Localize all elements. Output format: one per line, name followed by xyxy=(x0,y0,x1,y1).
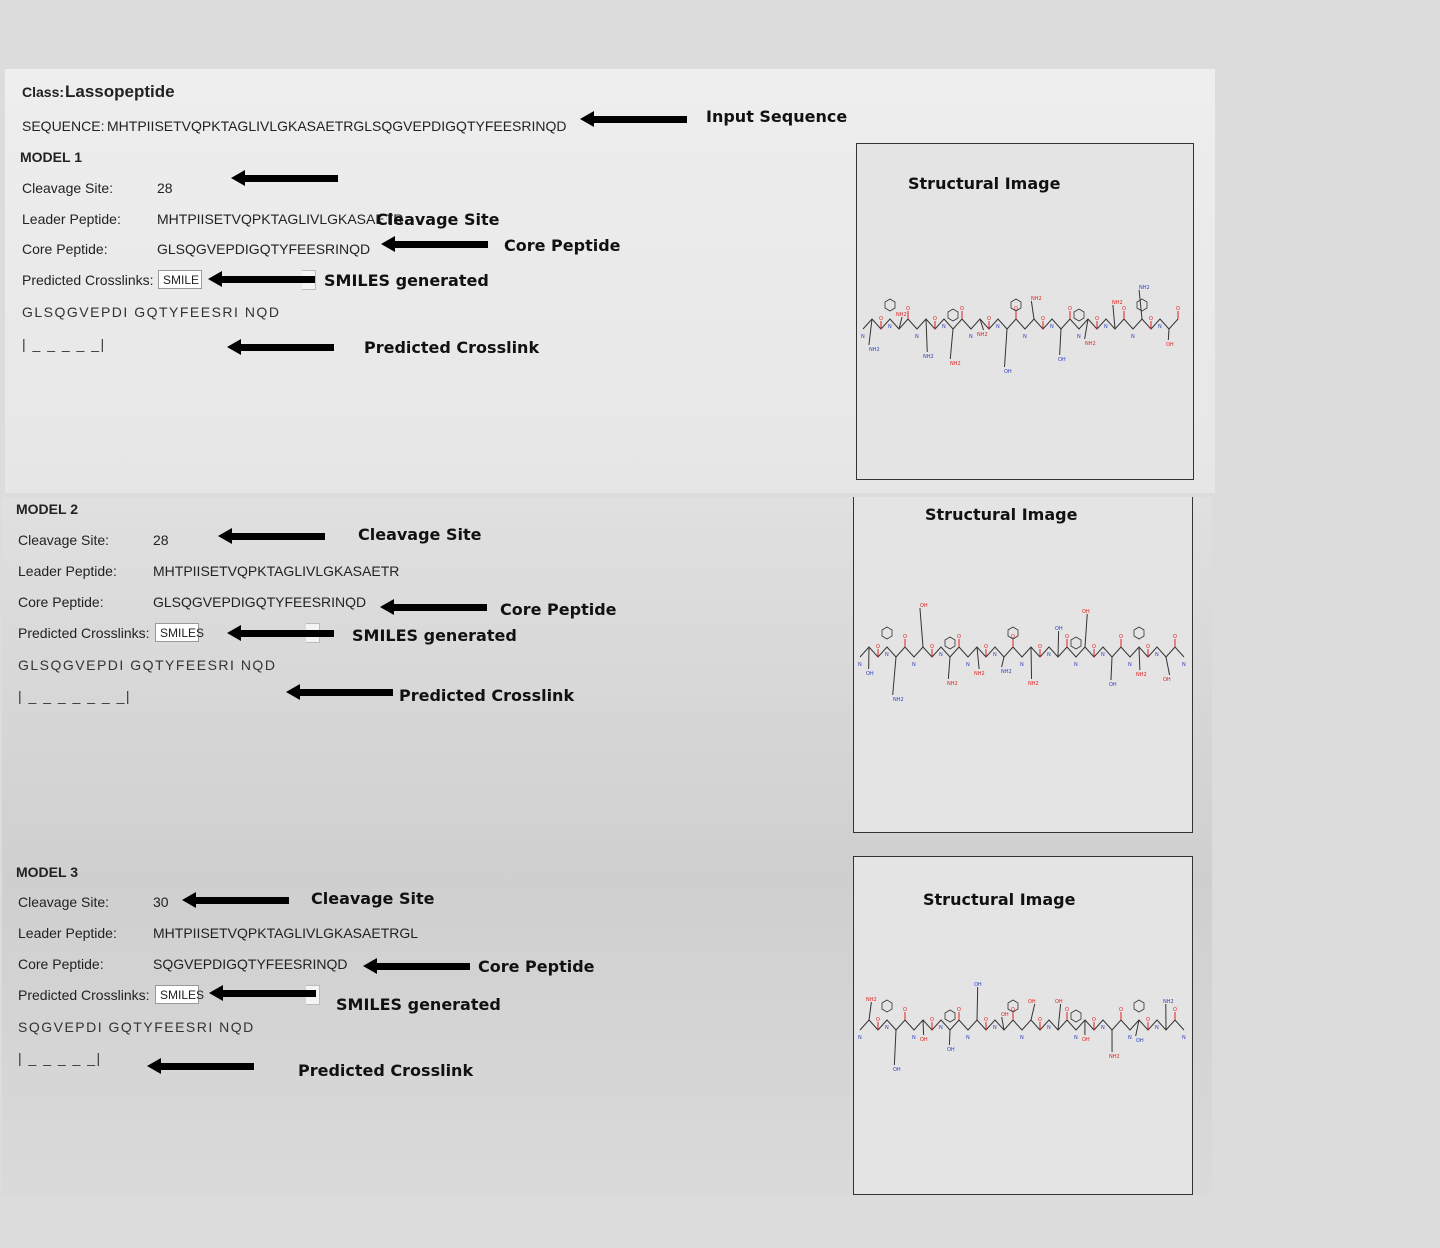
oxygen-label: O xyxy=(957,1007,961,1013)
nitrogen-label: N xyxy=(1155,1025,1159,1031)
nitrogen-label: N xyxy=(993,652,997,658)
atom-label: NH2 xyxy=(923,354,934,360)
model-3-smiles-text: SMILES xyxy=(160,988,205,1002)
nitrogen-label: N xyxy=(1074,1035,1078,1041)
atom-label: NH2 xyxy=(974,671,985,677)
nitrogen-label: N xyxy=(1047,652,1051,658)
model-2-annotation-core-peptide: Core Peptide xyxy=(500,600,617,619)
oxygen-label: O xyxy=(984,1017,988,1023)
oxygen-label: O xyxy=(1146,644,1150,650)
side-chain-bond xyxy=(950,329,953,359)
model-1-molecule-drawing xyxy=(857,264,1193,384)
left-arrow-icon xyxy=(147,1059,254,1073)
model-3-crosslink-sequence: SQGVEPDI GQTYFEESRI NQD xyxy=(18,1019,255,1035)
model-3-molecule-drawing xyxy=(854,965,1192,1085)
model-3-leader-value: MHTPIISETVQPKTAGLIVLGKASAETRGL xyxy=(153,925,419,941)
oxygen-label: O xyxy=(1149,316,1153,322)
oxygen-label: O xyxy=(1173,1007,1177,1013)
atom-label: OH xyxy=(893,1067,901,1073)
atom-label: NH2 xyxy=(947,681,958,687)
atom-label: OH xyxy=(1004,369,1012,375)
backbone-bond xyxy=(860,1020,1184,1030)
oxygen-label: O xyxy=(1014,306,1018,312)
atom-label: NH2 xyxy=(866,997,877,1003)
oxygen-label: O xyxy=(1068,306,1072,312)
ring xyxy=(882,627,892,639)
model-1-structure-title: Structural Image xyxy=(908,174,1061,193)
atom-label: NH2 xyxy=(977,332,988,338)
model-1-leader-value: MHTPIISETVQPKTAGLIVLGKASAETR xyxy=(157,211,404,227)
model-2-structure-image xyxy=(853,497,1193,833)
nitrogen-label: N xyxy=(858,1035,862,1041)
side-chain-bond xyxy=(1031,301,1034,319)
side-chain-bond xyxy=(1002,657,1004,667)
side-chain-bond xyxy=(1005,329,1007,367)
model-2-cleavage-value: 28 xyxy=(153,532,169,548)
model-1-smiles-text: SMILE xyxy=(163,273,200,287)
oxygen-label: O xyxy=(1173,634,1177,640)
model-3-leader-label: Leader Peptide: xyxy=(18,925,117,941)
left-arrow-icon xyxy=(227,626,334,640)
class-label: Class: xyxy=(22,84,65,100)
side-chain-bond xyxy=(869,319,872,345)
oxygen-label: O xyxy=(1065,634,1069,640)
nitrogen-label: N xyxy=(1020,662,1024,668)
atom-label: NH2 xyxy=(1136,672,1147,678)
backbone-bond xyxy=(863,319,1178,329)
nitrogen-label: N xyxy=(942,324,946,330)
oxygen-label: O xyxy=(1146,1017,1150,1023)
nitrogen-label: N xyxy=(1101,652,1105,658)
oxygen-label: O xyxy=(1092,1017,1096,1023)
model-2-leader-value: MHTPIISETVQPKTAGLIVLGKASAETR xyxy=(153,563,400,579)
ring xyxy=(1134,627,1144,639)
nitrogen-label: N xyxy=(969,334,973,340)
model-3-structure-image xyxy=(853,856,1193,1195)
atom-label: OH xyxy=(1082,609,1090,615)
nitrogen-label: N xyxy=(1182,662,1186,668)
ring xyxy=(1071,1010,1081,1022)
nitrogen-label: N xyxy=(861,334,865,340)
nitrogen-label: N xyxy=(885,652,889,658)
oxygen-label: O xyxy=(1119,1007,1123,1013)
side-chain-bond xyxy=(949,1030,950,1045)
side-chain-bond xyxy=(948,657,950,679)
ring xyxy=(945,637,955,649)
left-arrow-icon xyxy=(580,112,687,126)
model-3-crosslink-pattern: | _ _ _ _ _| xyxy=(18,1050,102,1066)
oxygen-label: O xyxy=(933,316,937,322)
model-1-annotation-cleavage-site: Cleavage Site xyxy=(376,210,500,229)
left-arrow-icon xyxy=(218,529,325,543)
ring xyxy=(1137,299,1147,311)
nitrogen-label: N xyxy=(1131,334,1135,340)
atom-label: OH xyxy=(974,982,982,988)
model-1-cleavage-label: Cleavage Site: xyxy=(22,180,114,196)
side-chain-bond xyxy=(894,1030,896,1065)
side-chain-bond xyxy=(926,319,927,352)
side-chain-bond xyxy=(1168,329,1169,340)
oxygen-label: O xyxy=(930,644,934,650)
left-arrow-icon xyxy=(208,272,315,286)
model-1-leader-label: Leader Peptide: xyxy=(22,211,121,227)
side-chain-bond xyxy=(920,608,923,647)
model-1-crosslink-sequence: GLSQGVEPDI GQTYFEESRI NQD xyxy=(22,304,281,320)
model-2-core-label: Core Peptide: xyxy=(18,594,104,610)
oxygen-label: O xyxy=(903,1007,907,1013)
nitrogen-label: N xyxy=(939,652,943,658)
side-chain-bond xyxy=(1085,614,1087,647)
side-chain-bond xyxy=(1139,647,1140,670)
side-chain-bond xyxy=(1139,290,1142,319)
model-1-core-value: GLSQGVEPDIGQTYFEESRINQD xyxy=(157,241,371,257)
ring xyxy=(1074,309,1084,321)
atom-label: OH xyxy=(947,1047,955,1053)
nitrogen-label: N xyxy=(1047,1025,1051,1031)
model-3-cleavage-label: Cleavage Site: xyxy=(18,894,110,910)
left-arrow-icon xyxy=(227,340,334,354)
atom-label: OH xyxy=(1166,342,1174,348)
nitrogen-label: N xyxy=(1158,324,1162,330)
model-3-annotation-core-peptide: Core Peptide xyxy=(478,957,595,976)
atom-label: OH xyxy=(1055,999,1063,1005)
model-1-smiles-field[interactable] xyxy=(158,270,202,289)
sequence-value: MHTPIISETVQPKTAGLIVLGKASAETRGLSQGVEPDIGQTYFEESRINQD xyxy=(107,118,567,134)
side-chain-bond xyxy=(1111,657,1112,680)
atom-label: NH2 xyxy=(1139,285,1150,291)
oxygen-label: O xyxy=(1119,634,1123,640)
side-chain-bond xyxy=(1166,657,1170,675)
oxygen-label: O xyxy=(1011,634,1015,640)
ring xyxy=(1134,1000,1144,1012)
model-1-annotation-smiles: SMILES generated xyxy=(324,271,489,290)
oxygen-label: O xyxy=(876,1017,880,1023)
model-2-crosslinks-label: Predicted Crosslinks: xyxy=(18,625,150,641)
side-chain-bond xyxy=(977,647,979,669)
oxygen-label: O xyxy=(960,306,964,312)
atom-label: NH2 xyxy=(869,347,880,353)
side-chain-bond xyxy=(869,1002,871,1020)
nitrogen-label: N xyxy=(1074,662,1078,668)
oxygen-label: O xyxy=(1122,306,1126,312)
nitrogen-label: N xyxy=(1104,324,1108,330)
model-2-leader-label: Leader Peptide: xyxy=(18,563,117,579)
oxygen-label: O xyxy=(1095,316,1099,322)
left-arrow-icon xyxy=(363,959,470,973)
model-2-annotation-cleavage-site: Cleavage Site xyxy=(358,525,482,544)
side-chain-bond xyxy=(1060,329,1061,355)
model-1-crosslink-pattern: | _ _ _ _ _| xyxy=(22,336,106,352)
atom-label: OH xyxy=(1136,1038,1144,1044)
sequence-label: SEQUENCE: xyxy=(22,118,105,134)
atom-label: OH xyxy=(1109,682,1117,688)
model-3-cleavage-value: 30 xyxy=(153,894,169,910)
class-value: Lassopeptide xyxy=(65,82,175,101)
model-3-structure-title: Structural Image xyxy=(923,890,1076,909)
model-2-molecule-drawing xyxy=(854,592,1192,712)
atom-label: NH2 xyxy=(1031,296,1042,302)
nitrogen-label: N xyxy=(915,334,919,340)
model-1-annotation-core-peptide: Core Peptide xyxy=(504,236,621,255)
oxygen-label: O xyxy=(906,306,910,312)
atom-label: OH xyxy=(1001,1012,1009,1018)
ring xyxy=(882,1000,892,1012)
nitrogen-label: N xyxy=(912,1035,916,1041)
model-3-smiles-field[interactable] xyxy=(155,985,205,1004)
ring xyxy=(948,309,958,321)
oxygen-label: O xyxy=(1041,316,1045,322)
side-chain-bond xyxy=(1058,1004,1061,1030)
nitrogen-label: N xyxy=(1128,1035,1132,1041)
nitrogen-label: N xyxy=(1128,662,1132,668)
oxygen-label: O xyxy=(879,316,883,322)
nitrogen-label: N xyxy=(1101,1025,1105,1031)
model-3-core-label: Core Peptide: xyxy=(18,956,104,972)
atom-label: OH xyxy=(1163,677,1171,683)
model-3-annotation-smiles: SMILES generated xyxy=(336,995,501,1014)
nitrogen-label: N xyxy=(1077,334,1081,340)
atom-label: NH2 xyxy=(1163,999,1174,1005)
oxygen-label: O xyxy=(984,644,988,650)
atom-label: OH xyxy=(920,1037,928,1043)
nitrogen-label: N xyxy=(888,324,892,330)
atom-label: NH2 xyxy=(1001,669,1012,675)
atom-label: OH xyxy=(920,603,928,609)
oxygen-label: O xyxy=(1038,644,1042,650)
model-1-core-label: Core Peptide: xyxy=(22,241,108,257)
left-arrow-icon xyxy=(381,237,488,251)
model-1-title: MODEL 1 xyxy=(20,149,82,165)
nitrogen-label: N xyxy=(1182,1035,1186,1041)
annotation-input-sequence: Input Sequence xyxy=(706,107,848,126)
model-2-crosslink-pattern: | _ _ _ _ _ _ _| xyxy=(18,688,132,704)
model-3-crosslinks-label: Predicted Crosslinks: xyxy=(18,987,150,1003)
nitrogen-label: N xyxy=(912,662,916,668)
oxygen-label: O xyxy=(1038,1017,1042,1023)
model-1-cleavage-value: 28 xyxy=(157,180,173,196)
model-3-annotation-cleavage-site: Cleavage Site xyxy=(311,889,435,908)
atom-label: OH xyxy=(866,671,874,677)
model-1-annotation-crosslink: Predicted Crosslink xyxy=(364,338,540,357)
left-arrow-icon xyxy=(286,685,393,699)
oxygen-label: O xyxy=(1065,1007,1069,1013)
model-2-annotation-crosslink: Predicted Crosslink xyxy=(399,686,575,705)
model-3-annotation-crosslink: Predicted Crosslink xyxy=(298,1061,474,1080)
model-2-smiles-field[interactable] xyxy=(155,623,205,642)
side-chain-bond xyxy=(893,657,896,695)
nitrogen-label: N xyxy=(966,662,970,668)
atom-label: NH2 xyxy=(893,697,904,703)
oxygen-label: O xyxy=(1176,306,1180,312)
side-chain-bond xyxy=(1058,631,1059,657)
ring xyxy=(885,299,895,311)
atom-label: OH xyxy=(1082,1037,1090,1043)
side-chain-bond xyxy=(1031,647,1032,679)
atom-label: OH xyxy=(1055,626,1063,632)
nitrogen-label: N xyxy=(885,1025,889,1031)
nitrogen-label: N xyxy=(1023,334,1027,340)
model-2-core-value: GLSQGVEPDIGQTYFEESRINQD xyxy=(153,594,367,610)
atom-label: NH2 xyxy=(1085,341,1096,347)
oxygen-label: O xyxy=(1011,1007,1015,1013)
oxygen-label: O xyxy=(930,1017,934,1023)
model-2-structure-title: Structural Image xyxy=(925,505,1078,524)
left-arrow-icon xyxy=(182,893,289,907)
ring xyxy=(945,1010,955,1022)
left-arrow-icon xyxy=(231,171,338,185)
side-chain-bond xyxy=(977,987,978,1020)
left-arrow-icon xyxy=(209,986,316,1000)
nitrogen-label: N xyxy=(939,1025,943,1031)
model-3-title: MODEL 3 xyxy=(16,864,78,880)
model-3-core-value: SQGVEPDIGQTYFEESRINQD xyxy=(153,956,348,972)
side-chain-bond xyxy=(1031,1004,1035,1020)
oxygen-label: O xyxy=(1092,644,1096,650)
oxygen-label: O xyxy=(957,634,961,640)
model-2-annotation-smiles: SMILES generated xyxy=(352,626,517,645)
oxygen-label: O xyxy=(987,316,991,322)
model-2-cleavage-label: Cleavage Site: xyxy=(18,532,110,548)
nitrogen-label: N xyxy=(1050,324,1054,330)
oxygen-label: O xyxy=(876,644,880,650)
nitrogen-label: N xyxy=(1155,652,1159,658)
nitrogen-label: N xyxy=(858,662,862,668)
atom-label: NH2 xyxy=(1112,300,1123,306)
side-chain-bond xyxy=(1113,305,1115,329)
nitrogen-label: N xyxy=(996,324,1000,330)
left-arrow-icon xyxy=(380,600,487,614)
nitrogen-label: N xyxy=(966,1035,970,1041)
nitrogen-label: N xyxy=(993,1025,997,1031)
ring xyxy=(1071,637,1081,649)
atom-label: NH2 xyxy=(1109,1054,1120,1060)
atom-label: OH xyxy=(1028,999,1036,1005)
model-1-structure-image xyxy=(856,143,1194,480)
model-1-crosslinks-label: Predicted Crosslinks: xyxy=(22,272,154,288)
model-2-crosslink-sequence: GLSQGVEPDI GQTYFEESRI NQD xyxy=(18,657,277,673)
atom-label: NH2 xyxy=(1028,681,1039,687)
side-chain-bond xyxy=(923,1020,924,1035)
oxygen-label: O xyxy=(903,634,907,640)
atom-label: NH2 xyxy=(950,361,961,367)
atom-label: NH2 xyxy=(896,312,907,318)
backbone-bond xyxy=(860,647,1184,657)
nitrogen-label: N xyxy=(1020,1035,1024,1041)
model-2-title: MODEL 2 xyxy=(16,501,78,517)
atom-label: OH xyxy=(1058,357,1066,363)
model-2-smiles-text: SMILES xyxy=(160,626,205,640)
